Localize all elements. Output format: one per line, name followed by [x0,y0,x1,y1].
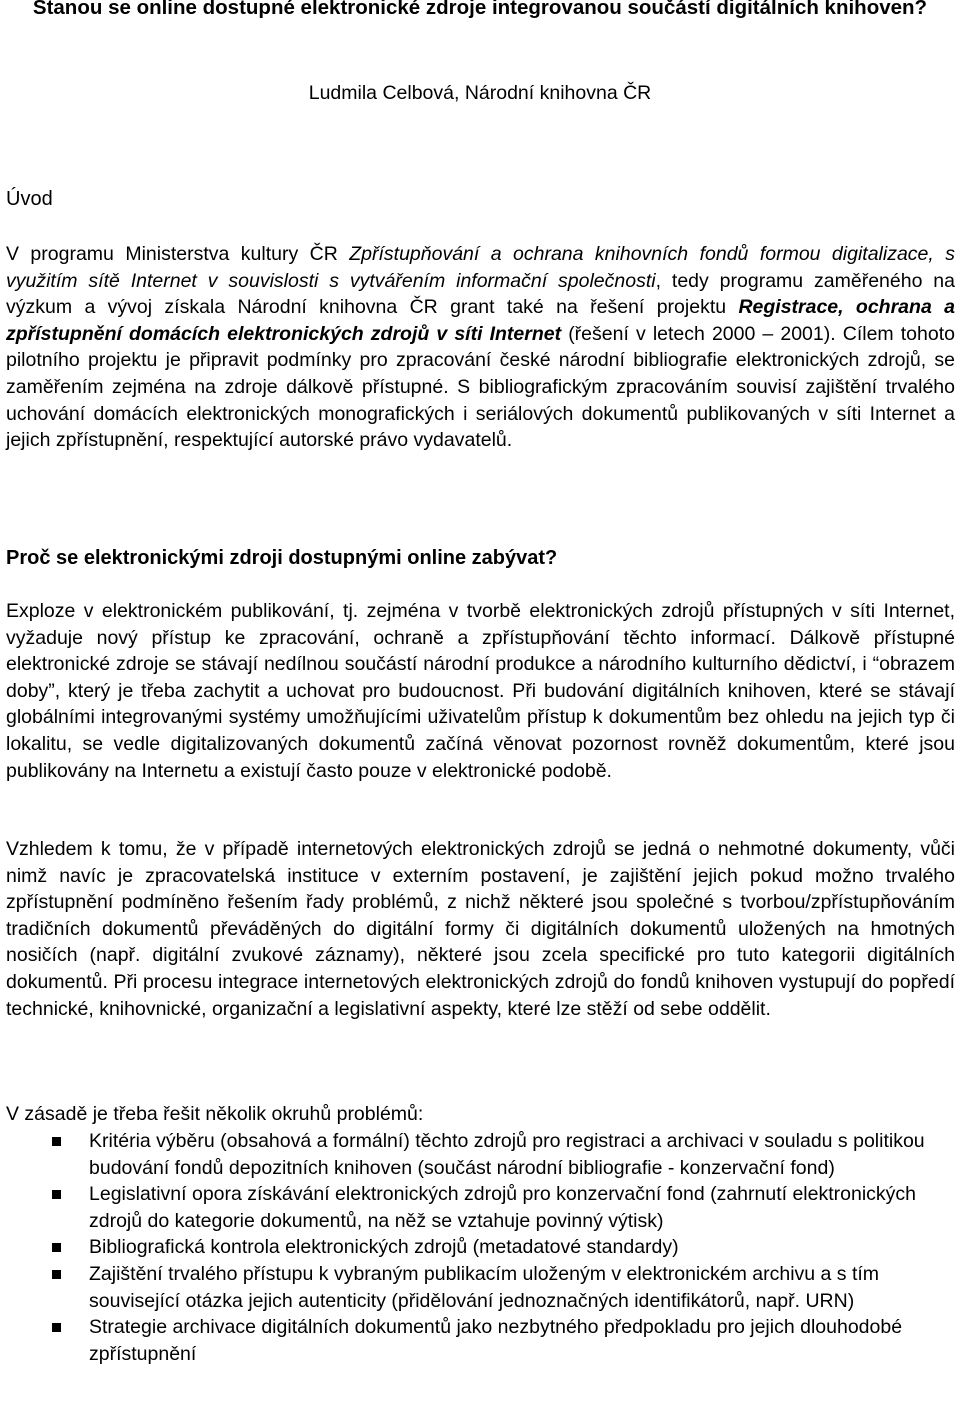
intro-paragraph [6,241,955,454]
intro-text-c: (řešení v letech 2000 – 2001). Cílem tohoto pilotního projektu je připravit podmínky pro zpracování české národní bibliografie elektronických zdrojů, se zaměřením zejména na zdroje dálkově přístupné. S bibliografickým zpracováním souvisí zajištění trvalého uchování domácích elektronických monografických i seriálových dokumentů publikovaných v síti Internet a jejich zpřístupnění, respektující autorské právo vydavatelů. [6,322,955,452]
intro-text-b: , tedy programu zaměřeného na výzkum a vývoj získala Národní knihovna ČR grant také na řešení projektu [6,269,955,319]
square-bullet-icon [52,1243,61,1252]
section-heading-intro: Úvod [6,188,53,210]
list-item-text: Strategie archivace digitálních dokumentů jako nezbytného předpokladu pro jejich dlouhodobé zpřístupnění [89,1316,903,1365]
list-item [0,1181,960,1234]
why-paragraph-3: V zásadě je třeba řešit několik okruhů problémů: [6,1103,424,1125]
section-heading-why: Proč se elektronickými zdroji dostupnými online zabývat? [6,547,558,569]
list-item [0,1314,960,1367]
intro-text-a: V programu Ministerstva kultury ČR [6,243,350,265]
list-item-text: Kritéria výběru (obsahová a formální) těchto zdrojů pro registraci a archivaci v souladu s politikou budování fondů depozitních knihoven (součást národní bibliografie - konzervační fond) [89,1130,925,1179]
list-item-text: Legislativní opora získávání elektronických zdrojů pro konzervační fond (zahrnutí elektronických zdrojů do kategorie dokumentů, na něž se vztahuje povinný výtisk) [89,1183,916,1232]
list-item [0,1128,960,1181]
square-bullet-icon [52,1323,61,1332]
square-bullet-icon [52,1190,61,1199]
author-line: Ludmila Celbová, Národní knihovna ČR [308,82,652,104]
why-paragraph-1: Exploze v elektronickém publikování, tj. zejména v tvorbě elektronických zdrojů přístupných v síti Internet, vyžaduje nový přístup ke zpracování, ochraně a zpřístupňování těchto informací. Dálkově přístupné elektronické zdroje se stávají nedílnou součástí národní produkce a národního kulturního dědictví, i “obrazem doby”, který je třeba zachytit a uchovat pro budoucnost. Při budování digitálních knihoven, které se stávají globálními integrovanými systémy umožňujícími uživatelům přístup k dokumentům bez ohledu na jejich typ či lokalitu, se vedle digitalizovaných dokumentů začíná věnovat pozornost rovněž dokumentům, které jsou publikovány na Internetu a existují často pouze v elektronické podobě. [6,600,955,782]
list-item [0,1234,960,1261]
list-item-text: Bibliografická kontrola elektronických zdrojů (metadatové standardy) [89,1236,679,1259]
list-item [0,1261,960,1314]
square-bullet-icon [52,1137,61,1146]
why-paragraph-2: Vzhledem k tomu, že v případě internetových elektronických zdrojů se jedná o nehmotné dokumenty, vůči nimž navíc je zpracovatelská instituce v externím postavení, je zajištění jejich pokud možno trvalého zpřístupnění podmíněno řešením řady problémů, z nichž některé jsou společné s tvorbou/zpřístupňováním tradičních dokumentů převáděných do digitální formy či digitálních dokumentů uložených na hmotných nosičích (např. digitální zvukové záznamy), některé jsou zcela specifické pro tuto kategorii digitálních dokumentů. Při procesu integrace internetových elektronických zdrojů do fondů knihoven vystupují do popředí technické, knihovnické, organizační a legislativní aspekty, které lze stěží od sebe oddělit. [6,838,955,1020]
list-item-text: Zajištění trvalého přístupu k vybraným publikacím uloženým v elektronickém archivu a s tím související otázka jejich autenticity (přidělování jednoznačných identifikátorů, např. URN) [89,1262,880,1312]
square-bullet-icon [52,1270,61,1279]
problem-list [0,1128,960,1367]
document-title: Stanou se online dostupné elektronické zdroje integrovanou součástí digitálních knihoven? [32,0,928,19]
program-name: Zpřístupňování a ochrana knihovních fondů formou digitalizace, s využitím sítě Internet v souvislosti s vytvářením informační společnosti [6,243,956,292]
project-name: Registrace, ochrana a zpřístupnění domácích elektronických zdrojů v síti Internet [6,296,955,345]
